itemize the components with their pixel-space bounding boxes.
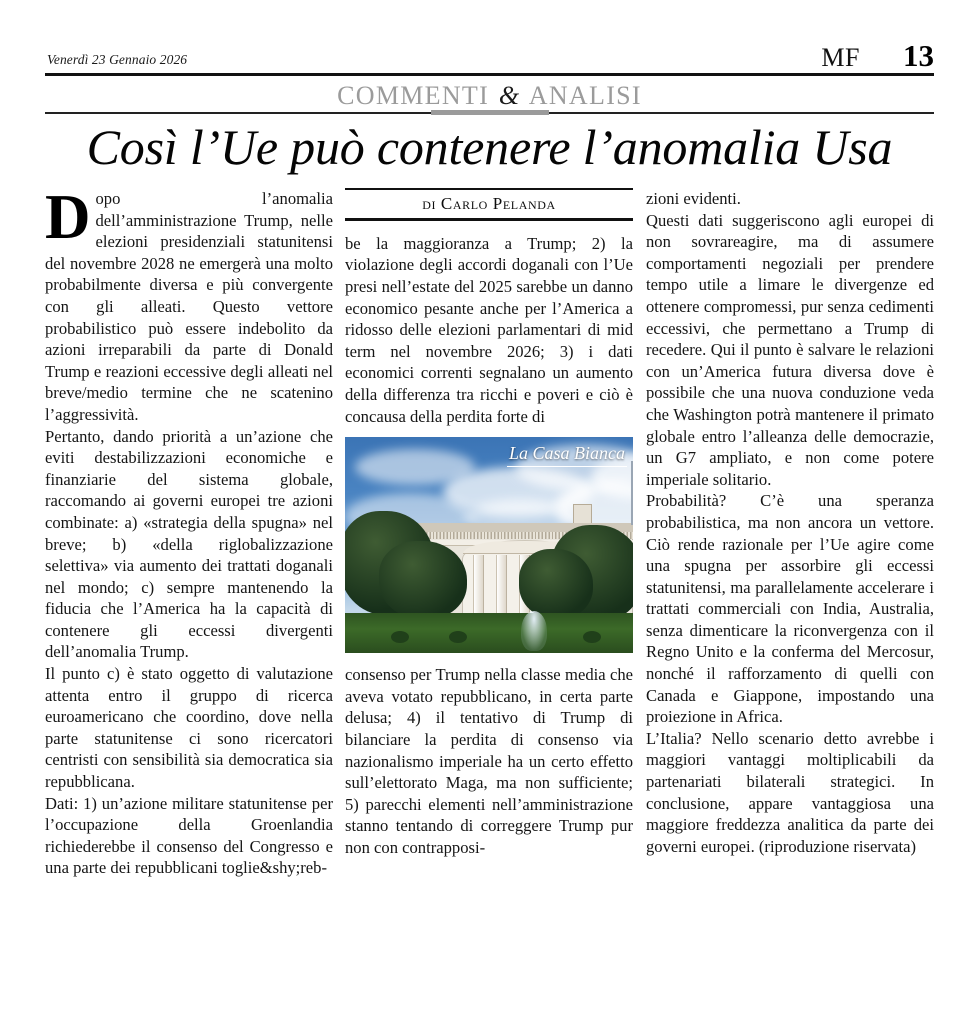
masthead [45, 38, 934, 82]
section-kicker-right: ANALISI [528, 81, 642, 110]
column [496, 555, 507, 621]
paragraph: Dati: 1) un’azione militare statunitense per l’occupazione della Groenlandia richiederebbe il consenso del Congresso e una parte dei repubblicani toglie&shy;reb- [45, 793, 333, 878]
section-kicker-ampersand: & [498, 81, 521, 110]
fountain [521, 611, 547, 651]
paragraph: L’Italia? Nello scenario detto avrebbe i maggiori vantaggi moltiplicabili da partenariati bilaterali strategici. In conclusione, appare vantaggiosa una maggiore freddezza analitica da parte dei governi europei. (riproduzione riservata) [646, 728, 934, 856]
paragraph-text: opo l’anomalia dell’amministrazione Trump, nelle elezioni presidenziali statunitensi del novembre 2028 ne emergerà una molto probabilmente diversa e più convergente con gli alleati. Questo vettore probabilistico può essere indebolito da azioni irreparabili da parte di Donald Trump e reazioni eccessive degli alleati nel breve/medio termine che ne scatenino l’aggressività. [45, 189, 333, 424]
article-headline: Così l’Ue può contenere l’anomalia Usa [86, 119, 893, 175]
page-number: 13 [903, 38, 934, 73]
paragraph [45, 182, 333, 426]
publication-logo: MF [821, 43, 860, 72]
section-kicker [45, 80, 934, 112]
article-body [45, 182, 934, 948]
text-column-3 [646, 188, 934, 948]
column-3-text [646, 188, 934, 857]
byline-rule-bottom [345, 218, 633, 220]
text-column-2 [345, 188, 633, 948]
paragraph: Questi dati suggeriscono agli europei di non sovrareagire, ma di assumere comportamenti negoziali per prendere tempo utile a limare le divergenze ed ottenere compromessi, pur senza cedimenti eccessivi, che permettano a Trump di recedere. Qui il punto è salvare le relazioni con un’America futura diversa dove è possibile che una nuova conduzione veda che Washington potrà mantenere il primato globale entro l’alleanza delle democrazie, un G7 ampliato, e non come potere imperiale solitario. [646, 210, 934, 489]
byline-block [345, 188, 633, 221]
paragraph: Probabilità? C’è una speranza probabilistica, ma non ancora un vettore. Ciò rende razionale per l’Ue agire come una spugna per assorbire gli eccessi statunitensi, ma parallelamente accelerare i trattati commerciali con India, Australia, senza dimenticare la riconvergenza con il Regno Unito e la conferma del Mercosur, nonché il rafforzamento di quelli con Canada e Giappone, impostando una proiezione in Africa. [646, 491, 934, 727]
text-column-1 [45, 182, 333, 948]
paragraph: Il punto c) è stato oggetto di valutazione attenta entro il gruppo di ricerca euroamericano che coordino, dove nella parte statunitense ci sono ricercatori centristi con sensibilità sia democratica sia repubblicana. [45, 664, 333, 792]
white-house-photo [345, 437, 633, 653]
paragraph: zioni evidenti. [646, 189, 741, 208]
tree [379, 541, 467, 619]
drop-cap: D [45, 182, 91, 252]
byline: di Carlo Pelanda [422, 194, 556, 214]
column-1-text [45, 182, 333, 879]
flag-pole [631, 461, 633, 525]
section-kicker-left: COMMENTI [337, 81, 490, 110]
column [473, 555, 484, 621]
tree [519, 549, 593, 619]
paragraph: Pertanto, dando priorità a un’azione che eviti destabilizzazioni economiche e finanziarie del sistema globale, raccomando ai governi europei tre azioni combinate: a) «strategia della spugna» nel breve; b) «della riglobalizzazione selettiva» via aumento dei trattati doganali nel mondo; c) sempre mantenendo la fiducia che l’America ha la capacità di contenere gli eccessi divergenti dell’anomalia Trump. [45, 426, 333, 662]
column-2-text-above-photo [345, 233, 633, 427]
column-2-text-below-photo [345, 664, 633, 858]
issue-date: Venerdì 23 Gennaio 2026 [47, 52, 188, 67]
photo-caption: La Casa Bianca [507, 441, 627, 467]
section-header [45, 80, 934, 120]
paragraph: consenso per Trump nella classe media che aveva votato repubblicano, in certa parte delusa; 4) il tentativo di Trump di bilanciare la perdita di consenso via nazionalismo imperiale ha un certo effetto sull’elettorato Maga, ma non sufficiente; 5) parecchi elementi nell’amministrazione stanno tentando di correggere Trump pur non con contrapposi- [345, 665, 633, 857]
paragraph: be la maggioranza a Trump; 2) la violazione degli accordi doganali con l’Ue presi nell’estate del 2025 sarebbe un danno economico pesante anche per l’America a ridosso delle elezioni parlamentari di mid term nel novembre 2026; 3) i dati economici correnti segnalano un aumento della differenza tra ricchi e poveri e ciò è concausa della perdita forte di [345, 233, 633, 426]
masthead-divider [45, 73, 934, 76]
section-divider-accent [431, 110, 549, 115]
